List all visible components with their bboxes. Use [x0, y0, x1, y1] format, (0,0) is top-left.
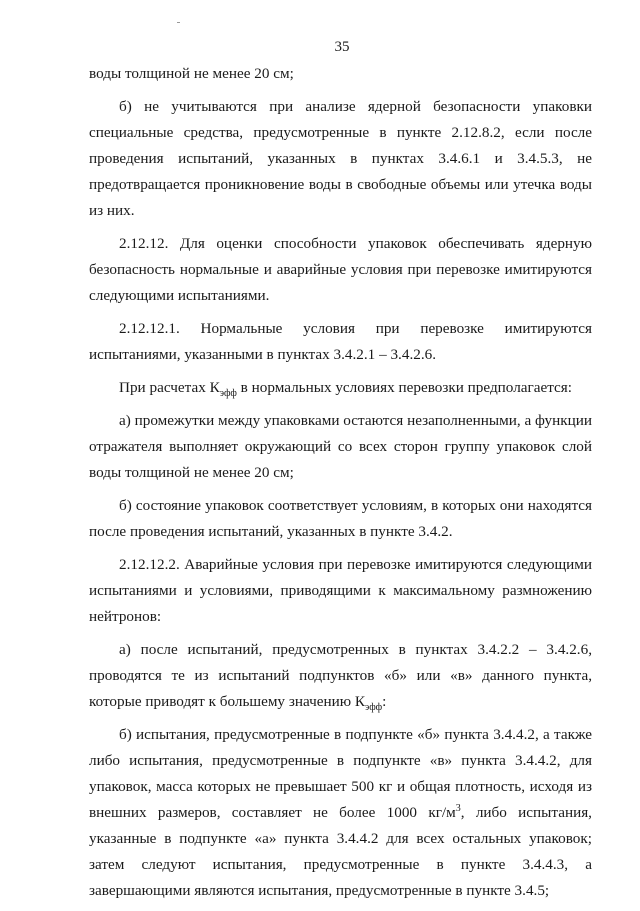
- paragraph-5-text-a: При расчетах К: [119, 379, 220, 396]
- paragraph-4: 2.12.12.1. Нормальные условия при перевозке имитируются испытаниями, указанными в пунктах 3.4.2.1 – 3.4.2.6.: [89, 320, 592, 363]
- paragraph-10: [89, 722, 592, 904]
- paragraph-9-text-b: :: [382, 693, 387, 710]
- paragraph-10-text-b: , либо испытания, указанные в подпункте «а» пункта 3.4.4.2 для всех остальных упаковок; затем следуют испытания, предусмотренные в пункте 3.4.4.3, а завершающими являются испытания, предусмотренные в пункте 3.4.5;: [89, 804, 592, 899]
- paragraph-6: а) промежутки между упаковками остаются незаполненными, а функции отражателя выполняет окружающий со всех сторон группу упаковок слой воды толщиной не менее 20 см;: [89, 412, 592, 481]
- cubic-superscript: 3: [455, 802, 461, 814]
- paragraph-8: 2.12.12.2. Аварийные условия при перевозке имитируются следующими испытаниями и условиями, приводящими к максимальному размножению нейтронов:: [89, 556, 592, 625]
- scan-artifact: [177, 22, 180, 23]
- paragraph-7: б) состояние упаковок соответствует условиям, в которых они находятся после проведения испытаний, указанных в пункте 3.4.2.: [89, 497, 592, 540]
- paragraph-9: [89, 637, 592, 715]
- paragraph-5: [89, 375, 592, 401]
- paragraph-2: б) не учитываются при анализе ядерной безопасности упаковки специальные средства, предусмотренные в пункте 2.12.8.2, если после проведения испытаний, указанных в пунктах 3.4.6.1 и 3.4.5.3, не предотвращается проникновение воды в свободные объемы или утечка воды из них.: [89, 98, 592, 219]
- paragraph-5-text-b: в нормальных условиях перевозки предполагается:: [236, 379, 572, 396]
- paragraph-1: воды толщиной не менее 20 см;: [89, 65, 294, 82]
- paragraph-10-text-a: б) испытания, предусмотренные в подпункте «б» пункта 3.4.4.2, а также либо испытания, предусмотренные в подпункте «в» пункта 3.4.4.2, для упаковок, масса которых не превышает 500 кг и общая плотность, исходя из внешних размеров, составляет не более 1000 кг/м: [89, 726, 592, 821]
- document-body: [89, 61, 592, 911]
- k-eff-subscript: эфф: [365, 702, 383, 714]
- page-number: 35: [334, 39, 350, 55]
- k-eff-subscript: эфф: [219, 388, 237, 400]
- paragraph-9-text-a: а) после испытаний, предусмотренных в пунктах 3.4.2.2 – 3.4.2.6, проводятся те из испытаний подпунктов «б» или «в» данного пункта, которые приводят к большему значению К: [89, 641, 592, 710]
- paragraph-3: 2.12.12. Для оценки способности упаковок обеспечивать ядерную безопасность нормальные и аварийные условия при перевозке имитируются следующими испытаниями.: [89, 235, 592, 304]
